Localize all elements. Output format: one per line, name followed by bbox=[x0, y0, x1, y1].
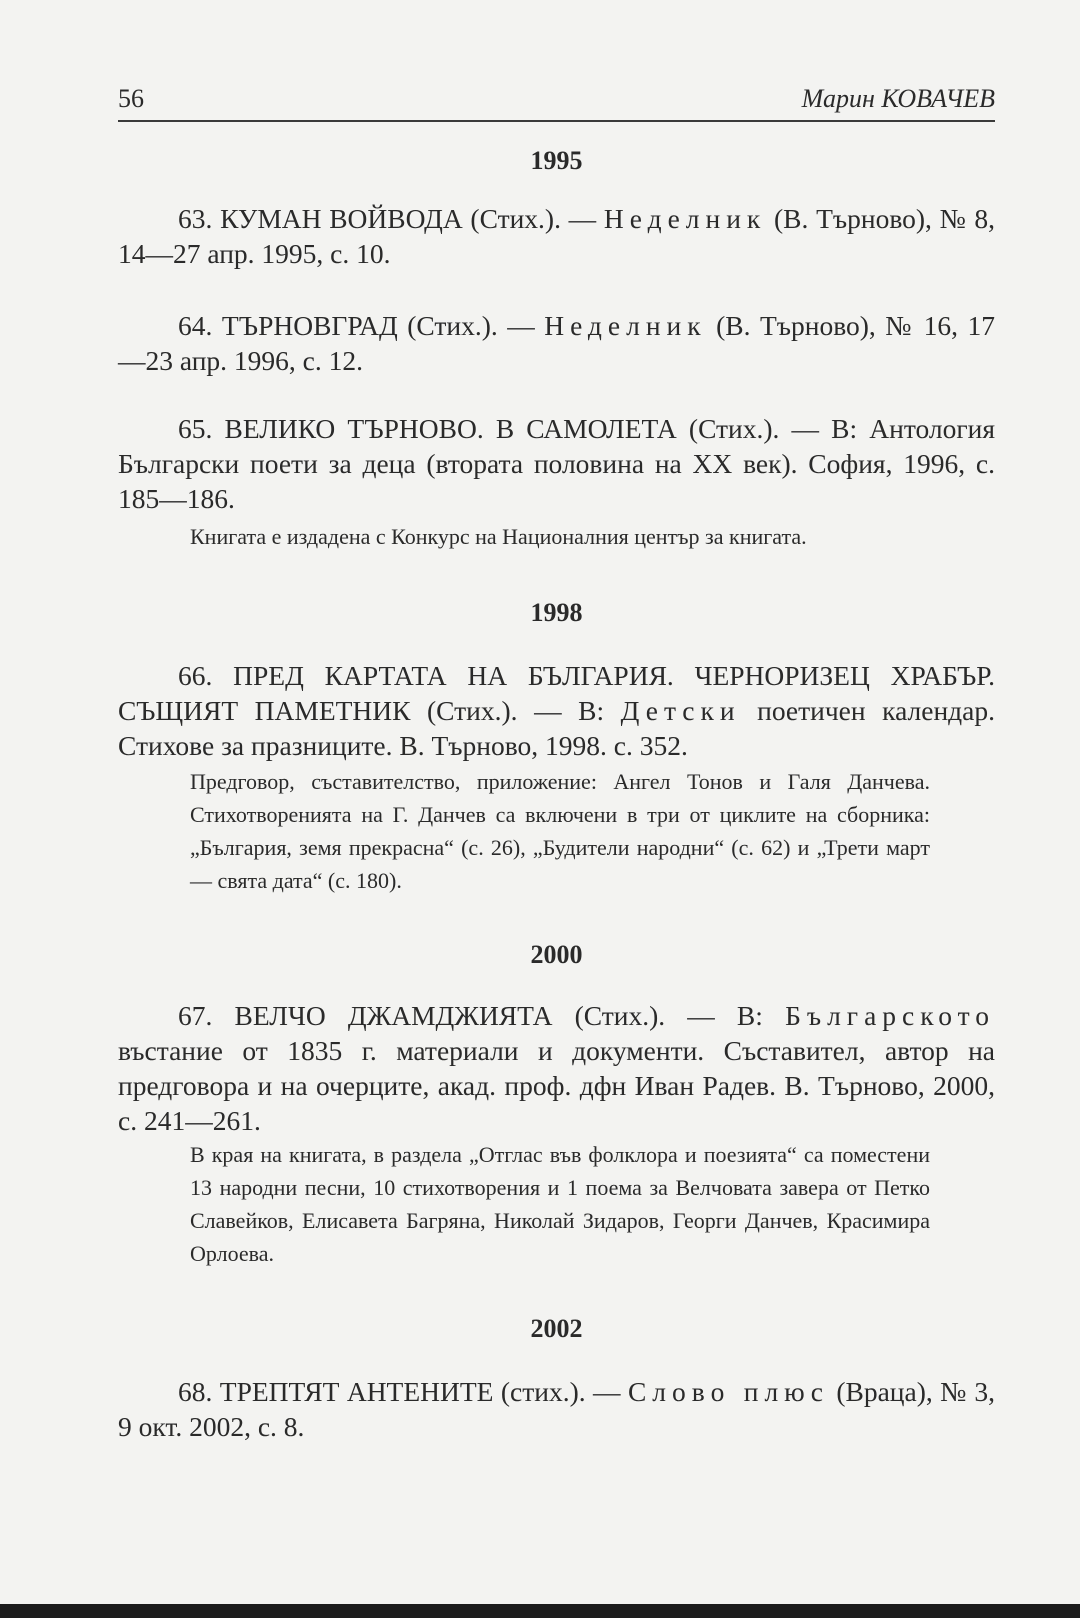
entry-64: 64. ТЪРНОВГРАД (Стих.). — Неделник (В. Търново), № 16, 17—23 апр. 1996, с. 12. bbox=[118, 310, 995, 376]
year-heading: 2000 bbox=[530, 940, 583, 969]
entry-63: 63. КУМАН ВОЙВОДА (Стих.). — Неделник (В. Търново), № 8, 14—27 апр. 1995, с. 10. bbox=[118, 203, 995, 269]
header-rule bbox=[118, 120, 995, 122]
year-heading: 2002 bbox=[530, 1314, 583, 1343]
entry-68: 68. ТРЕПТЯТ АНТЕНИТЕ (стих.). — Слово плюс (Враца), № 3, 9 окт. 2002, с. 8. bbox=[118, 1376, 995, 1442]
entry-67-note: В края на книгата, в раздела „Отглас във фолклора и поезията“ са поместени 13 народни песни, 10 стихотворения и 1 поема за Велчовата завера от Петко Славейков, Елисавета Багряна, Николай Зидаров, Георги Данчев, Красимира Орлоева. bbox=[190, 1142, 930, 1266]
entry-65: 65. ВЕЛИКО ТЪРНОВО. В САМОЛЕТА (Стих.). — В: Антология Български поети за деца (втората половина на XX век). София, 1996, с. 185—186. bbox=[118, 413, 995, 514]
entry-66-note: Предговор, съставителство, приложение: Ангел Тонов и Галя Данчева. Стихотворенията на Г. Данчев са включени в три от циклите на сборника: „България, земя прекрасна“ (с. 26), „Будители народни“ (с. 62) и „Трети март — свята дата“ (с. 180). bbox=[190, 769, 930, 893]
page-header bbox=[118, 84, 995, 118]
running-head: Марин КОВАЧЕВ bbox=[801, 84, 995, 113]
entry-66: 66. ПРЕД КАРТАТА НА БЪЛГАРИЯ. ЧЕРНОРИЗЕЦ ХРАБЪР. СЪЩИЯТ ПАМЕТНИК (Стих.). — В: Детски поетичен календар. Стихове за празниците. В. Търново, 1998. с. 352. bbox=[118, 660, 995, 761]
year-heading: 1998 bbox=[530, 598, 583, 627]
entry-67: 67. ВЕЛЧО ДЖАМДЖИЯТА (Стих.). — В: Българското въстание от 1835 г. материали и документи. Съставител, автор на предговора и на очерците, акад. проф. дфн Иван Радев. В. Търново, 2000, с. 241—261. bbox=[118, 1000, 995, 1136]
year-heading: 1995 bbox=[530, 146, 583, 175]
page-number: 56 bbox=[118, 84, 144, 113]
scan-bottom-edge bbox=[0, 1604, 1080, 1618]
entry-65-note: Книгата е издадена с Конкурс на Националния център за книгата. bbox=[190, 524, 807, 549]
